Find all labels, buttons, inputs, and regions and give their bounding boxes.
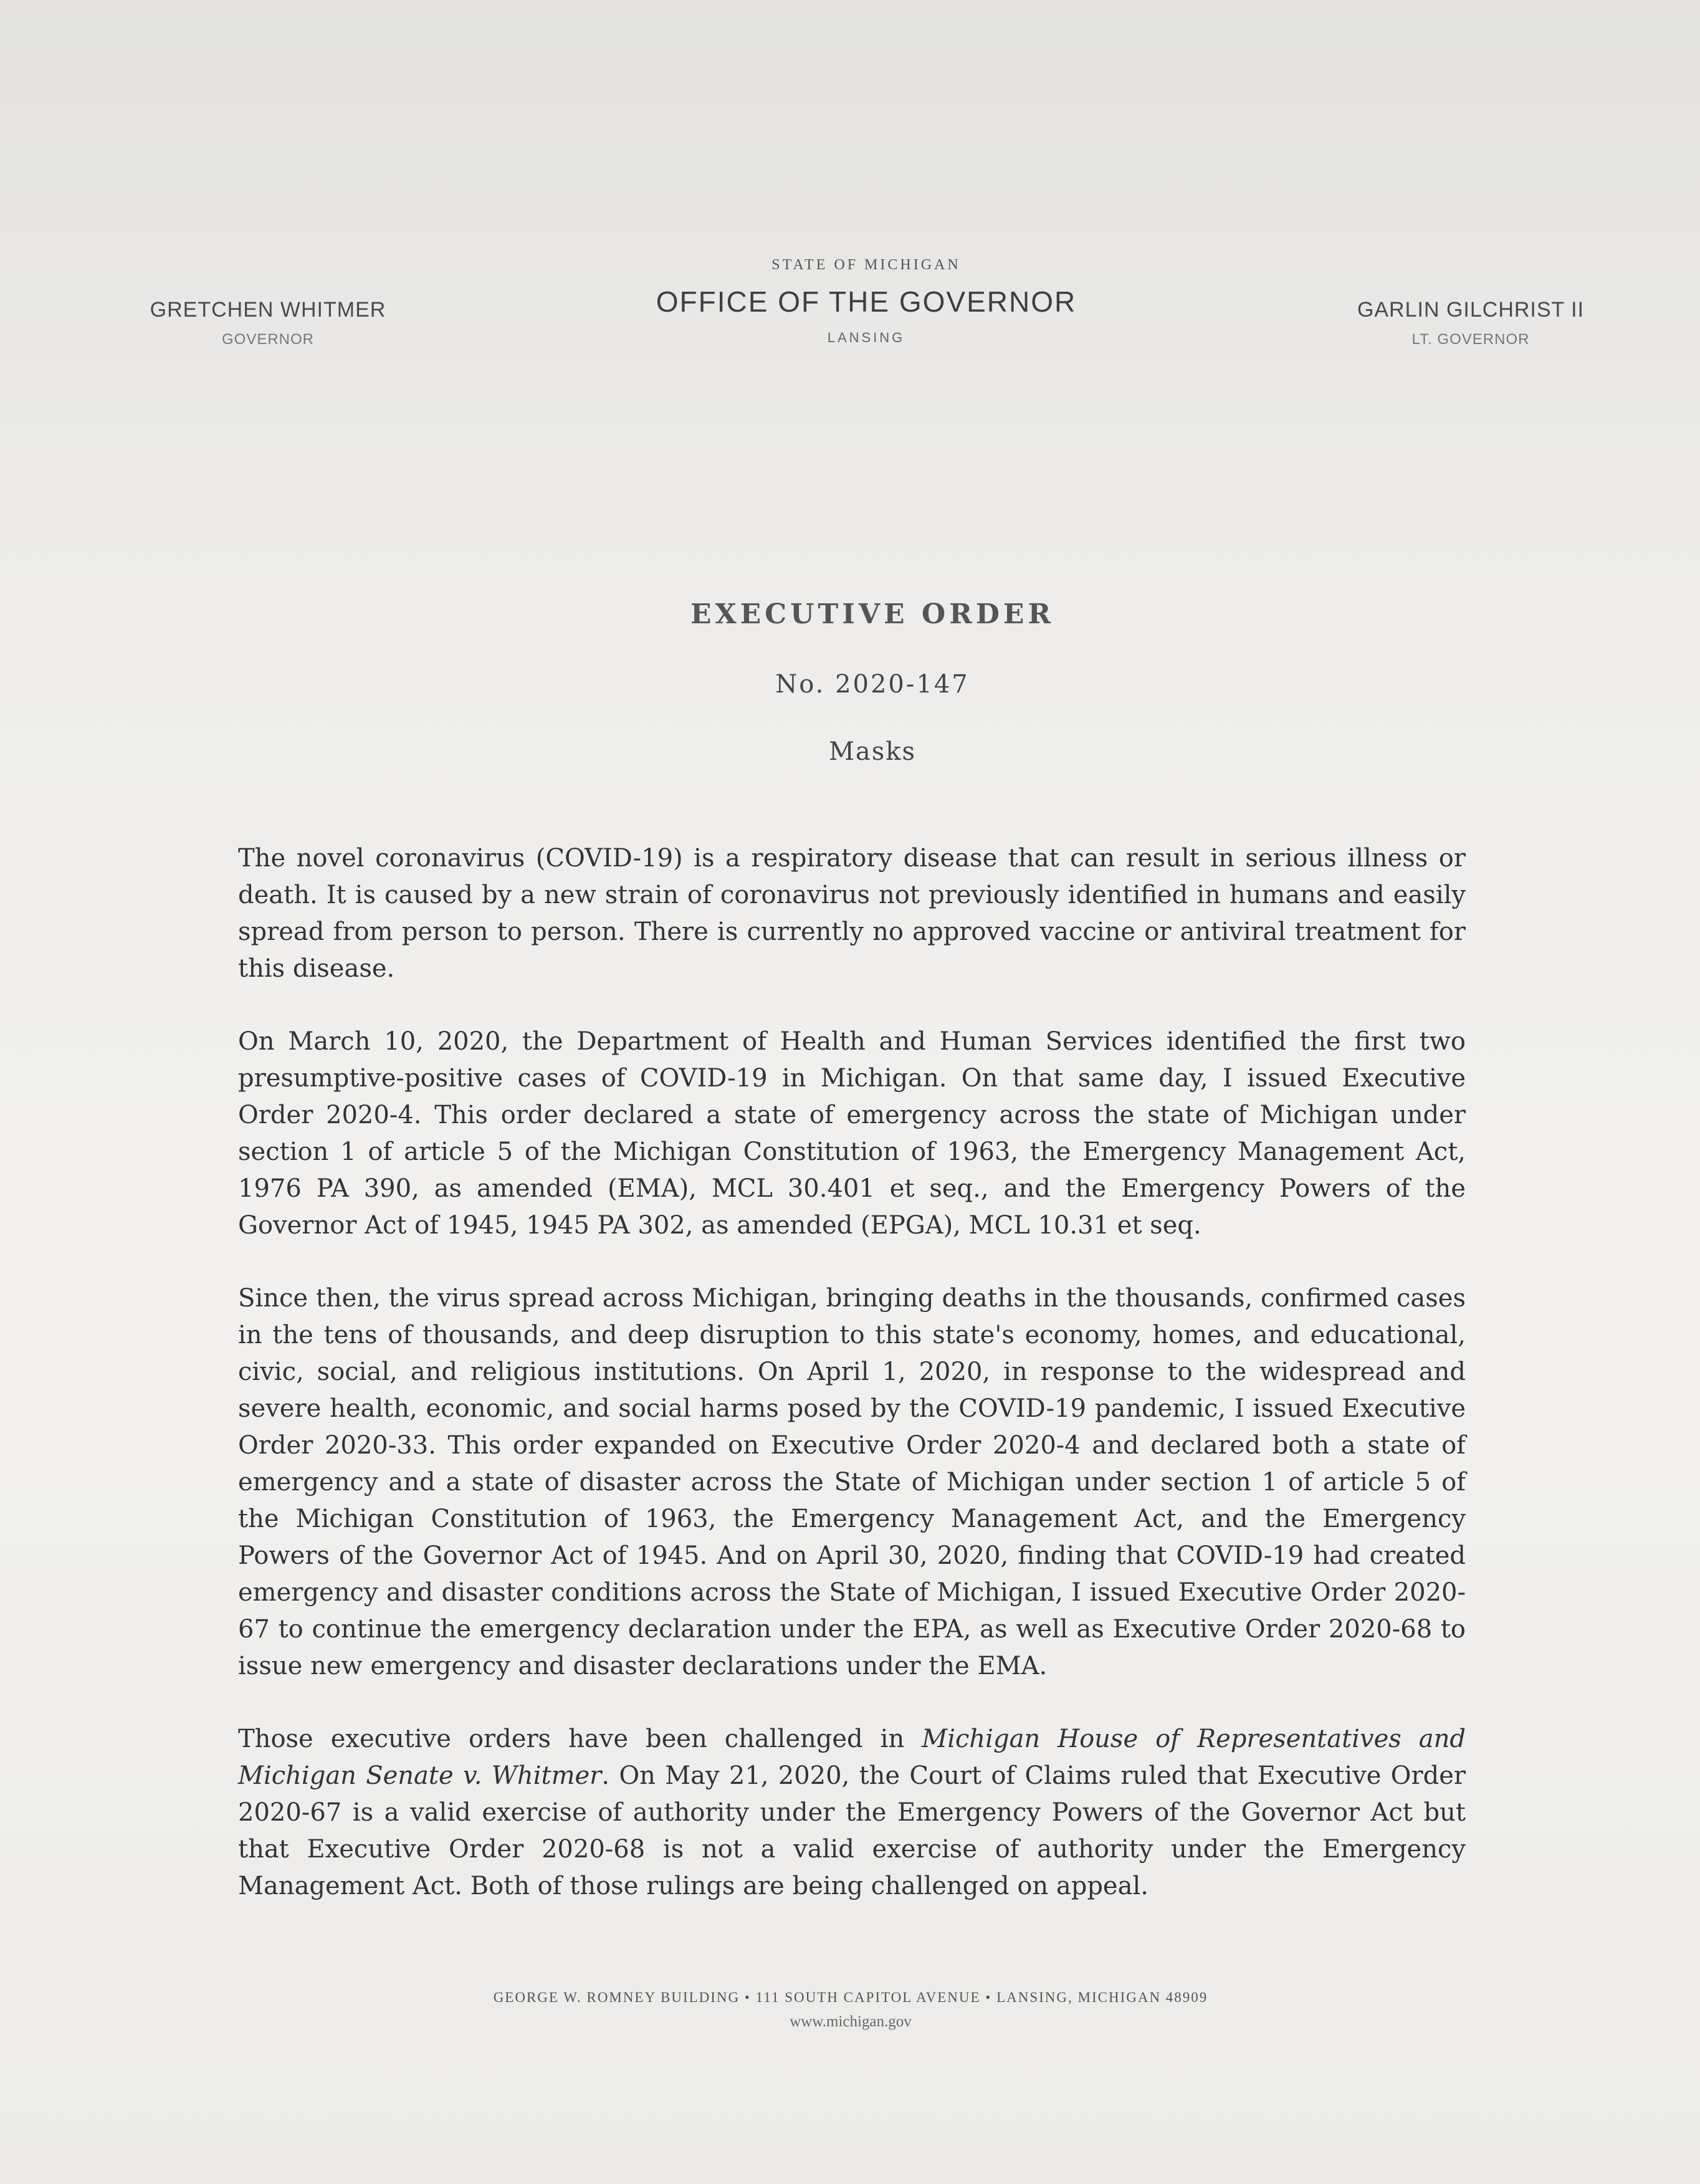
order-title: EXECUTIVE ORDER — [690, 598, 1055, 630]
order-title-block — [374, 598, 1371, 766]
footer-website: www.michigan.gov — [790, 2013, 912, 2030]
office-name: OFFICE OF THE GOVERNOR — [656, 285, 1077, 318]
paragraph-4 — [238, 1721, 1466, 1905]
paragraph-4-lead: Those executive orders have been challenged in — [238, 1725, 905, 1753]
paragraph-1: The novel coronavirus (COVID-19) is a respiratory disease that can result in serious illness or death. It is caused by a new strain of coronavirus not previously identified in humans and easily spread from person to person. There is currently no approved vaccine or antiviral treatment for this disease. — [238, 844, 1466, 983]
footer-address: GEORGE W. ROMNEY BUILDING • 111 SOUTH CAPITOL AVENUE • LANSING, MICHIGAN 48909 — [493, 1990, 1208, 2005]
lt-governor-name: GARLIN GILCHRIST II — [1357, 298, 1585, 322]
paragraph-4-tail: . On May 21, 2020, the Court of Claims ruled that Executive Order 2020-67 is a valid exercise of authority under the Emergency Powers of the Governor Act but that Executive Order 2020-68 is not a valid exercise of authority under the Emergency Management Act. Both of those rulings are being challenged on appeal. — [238, 1761, 1466, 1900]
footer — [187, 1990, 1514, 2031]
governor-block — [125, 298, 411, 348]
order-number: No. 2020-147 — [775, 670, 970, 699]
lt-governor-title: LT. GOVERNOR — [1411, 331, 1530, 348]
order-subject: Masks — [828, 737, 917, 766]
letterhead — [561, 257, 1172, 346]
case-name: Michigan House of Representatives and Michigan Senate v. Whitmer — [238, 1725, 1466, 1790]
order-body — [238, 840, 1466, 1941]
city-name: LANSING — [827, 330, 905, 345]
state-name: STATE OF MICHIGAN — [771, 257, 961, 273]
governor-name: GRETCHEN WHITMER — [150, 298, 386, 322]
lt-governor-block — [1321, 298, 1620, 348]
governor-title: GOVERNOR — [221, 331, 314, 348]
paragraph-3: Since then, the virus spread across Michigan, bringing deaths in the thousands, confirmed cases in the tens of thousands, and deep disruption to this state's economy, homes, and educational, civic, social, and religious institutions. On April 1, 2020, in response to the widespread and severe health, economic, and social harms posed by the COVID-19 pandemic, I issued Executive Order 2020-33. This order expanded on Executive Order 2020-4 and declared both a state of emergency and a state of disaster across the State of Michigan under section 1 of article 5 of the Michigan Constitution of 1963, the Emergency Management Act, and the Emergency Powers of the Governor Act of 1945. And on April 30, 2020, finding that COVID-19 had created emergency and disaster conditions across the State of Michigan, I issued Executive Order 2020-67 to continue the emergency declaration under the EPA, as well as Executive Order 2020-68 to issue new emergency and disaster declarations under the EMA. — [238, 1284, 1466, 1680]
paragraph-2: On March 10, 2020, the Department of Health and Human Services identified the first two presumptive-positive cases of COVID-19 in Michigan. On that same day, I issued Executive Order 2020-4. This order declared a state of emergency across the state of Michigan under section 1 of article 5 of the Michigan Constitution of 1963, the Emergency Management Act, 1976 PA 390, as amended (EMA), MCL 30.401 et seq., and the Emergency Powers of the Governor Act of 1945, 1945 PA 302, as amended (EPGA), MCL 10.31 et seq. — [238, 1027, 1466, 1240]
